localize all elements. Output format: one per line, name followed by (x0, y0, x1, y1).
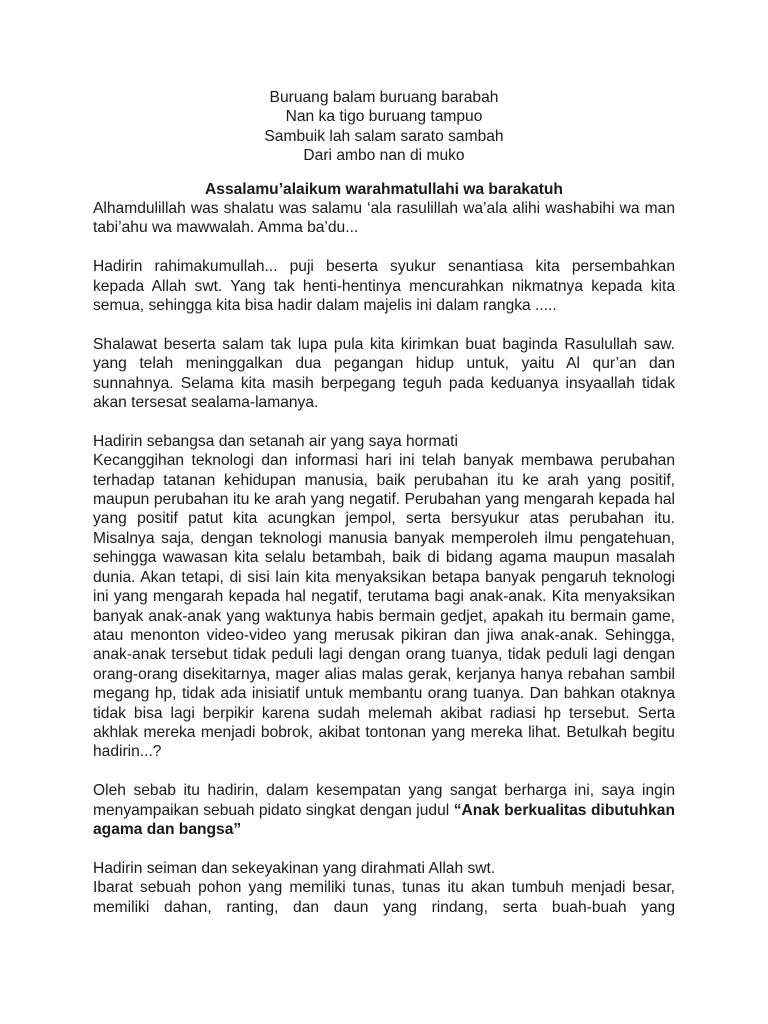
gratitude-paragraph: Hadirin rahimakumullah... puji beserta syukur senantiasa kita persembahkan kepada Allah swt. Yang tak henti-hentinya mencurahkan nikmatnya kepada kita semua, sehingga kita bisa hadir dalam majelis ini dalam rangka ..... (93, 258, 675, 315)
audience-address: Hadirin seiman dan sekeyakinan yang dirahmati Allah swt. (93, 859, 496, 877)
technology-paragraph: Kecanggihan teknologi dan informasi hari ini telah banyak membawa perubahan terhadap tatanan kehidupan manusia, baik perubahan itu ke arah yang positif, maupun perubahan itu ke arah yang negatif. Perubahan yang mengarah kepada hal yang positif patut kita acungkan jempol, serta bersyukur atas perubahan itu. Misalnya saja, dengan teknologi manusia banyak memperoleh ilmu pengatehuan, sehingga wawasan kita selalu betambah, baik di bidang agama maupun masalah dunia. Akan tetapi, di sisi lain kita menyaksikan betapa banyak pengaruh teknologi ini yang mengarah kepada hal negatif, terutama bagi anak-anak. Kita menyaksikan banyak anak-anak yang waktunya habis bermain gedjet, apakah itu bermain game, atau menonton video-video yang merusak pikiran dan jiwa anak-anak. Sehingga, anak-anak tersebut tidak peduli lagi dengan orang tuanya, tidak peduli lagi dengan orang-orang disekitarnya, mager alias malas gerak, kerjanya hanya rebahan sambil megang hp, tidak ada inisiatif untuk membantu orang tuanya. Dan bahkan otaknya tidak bisa lagi berpikir karena sudah melemah akibat radiasi hp tersebut. Serta akhlak mereka menjadi bobrok, akibat tontonan yang mereka lihat. Betulkah begitu hadirin...? (93, 452, 675, 761)
pantun-line: Dari ambo nan di muko (303, 147, 465, 165)
pantun-line: Sambuik lah salam sarato sambah (264, 127, 504, 145)
opening-pantun (93, 88, 675, 166)
pantun-line: Buruang balam buruang barabah (269, 89, 499, 106)
audience-address: Hadirin sebangsa dan setanah air yang saya hormati (93, 432, 458, 450)
pantun-line: Nan ka tigo buruang tampuo (285, 108, 483, 126)
speech-title-intro: Oleh sebab itu hadirin, dalam kesempatan yang sangat berharga ini, saya ingin menyampaikan sebuah pidato singkat dengan judul (93, 782, 675, 819)
speech-title: “Anak berkualitas dibutuhkan agama dan bangsa” (93, 801, 675, 838)
greeting-heading: Assalamu’alaikum warahmatullahi wa barakatuh (205, 180, 563, 198)
tree-analogy-paragraph: Ibarat sebuah pohon yang memiliki tunas, tunas itu akan tumbuh menjadi besar, memiliki dahan, ranting, dan daun yang rindang, serta buah-buah yang (93, 879, 675, 916)
speech-title-paragraph (93, 781, 675, 839)
document-page (93, 88, 675, 917)
shalawat-paragraph: Shalawat beserta salam tak lupa pula kita kirimkan buat baginda Rasulullah saw. yang telah meninggalkan dua pegangan hidup untuk, yaitu Al qur’an dan sunnahnya. Selama kita masih berpegang teguh pada keduanya insyaallah tidak akan tersesat sealama-lamanya. (93, 335, 675, 412)
opening-paragraph: Alhamdulillah was shalatu was salamu ‘ala rasulillah wa’ala alihi washabihi wa man tabi’ahu wa mawwalah. Amma ba’du... (93, 200, 675, 237)
